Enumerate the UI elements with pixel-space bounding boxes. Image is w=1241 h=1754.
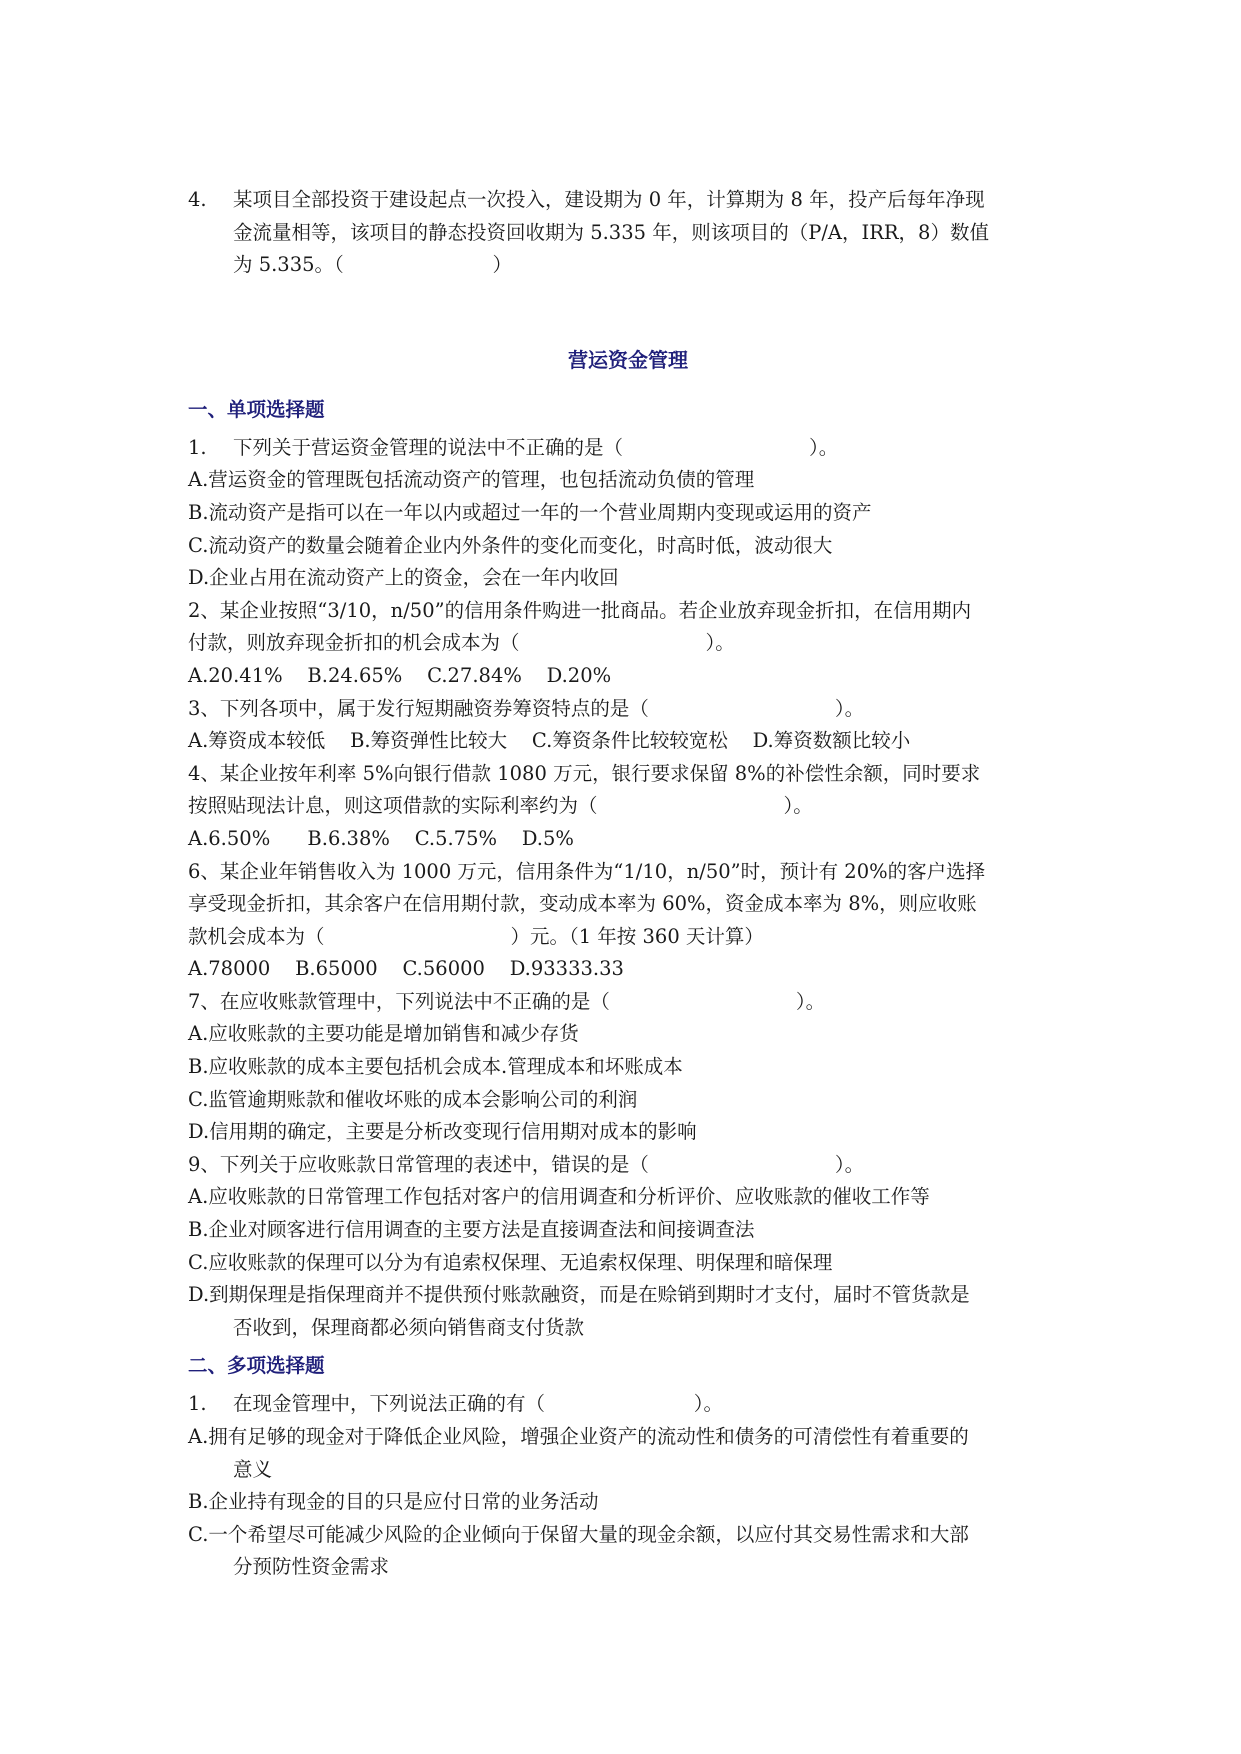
single-choice-heading: 一、单项选择题	[188, 397, 325, 421]
option-line: 否收到，保理商都必须向销售商支付货款	[233, 1315, 585, 1339]
question-line: 按照贴现法计息，则这项借款的实际利率约为（ ）。	[188, 794, 813, 818]
option-line: C.监管逾期账款和催收坏账的成本会影响公司的利润	[188, 1087, 638, 1111]
page-content	[188, 184, 1068, 1584]
question-line: 6、某企业年销售收入为 1000 万元，信用条件为“1/10，n/50”时，预计有 20%的客户选择	[188, 859, 986, 883]
question-text: 金流量相等，该项目的静态投资回收期为 5.335 年，则该项目的（P/A，IRR，8）数值	[233, 220, 989, 244]
question-line: 1. 在现金管理中，下列说法正确的有（ ）。	[188, 1388, 1068, 1421]
single-choice-list	[188, 432, 1068, 1345]
question-line: 9、下列关于应收账款日常管理的表述中，错误的是（ ）。	[188, 1152, 865, 1176]
option-line: B.企业对顾客进行信用调查的主要方法是直接调查法和间接调查法	[188, 1218, 755, 1242]
option-line: A.应收账款的主要功能是增加销售和减少存货	[188, 1022, 579, 1046]
option-line: B.企业持有现金的目的只是应付日常的业务活动	[188, 1490, 599, 1514]
option-line: C.流动资产的数量会随着企业内外条件的变化而变化，时高时低，波动很大	[188, 533, 833, 557]
multi-choice-heading: 二、多项选择题	[188, 1354, 325, 1378]
question-line: 3、下列各项中，属于发行短期融资券筹资特点的是（ ）。	[188, 696, 865, 720]
option-line: B.流动资产是指可以在一年以内或超过一年的一个营业周期内变现或运用的资产	[188, 500, 872, 524]
option-line: D.信用期的确定，主要是分析改变现行信用期对成本的影响	[188, 1120, 697, 1144]
option-line: A.筹资成本较低 B.筹资弹性比较大 C.筹资条件比较较宽松 D.筹资数额比较小	[188, 729, 911, 753]
option-line: A.78000 B.65000 C.56000 D.93333.33	[188, 957, 624, 981]
question-line: 1. 下列关于营运资金管理的说法中不正确的是（ ）。	[188, 432, 1068, 465]
question-line: 4、某企业按年利率 5%向银行借款 1080 万元，银行要求保留 8%的补偿性余额，同时要求	[188, 761, 981, 785]
question-number: 1.	[188, 435, 207, 459]
option-line: D.到期保理是指保理商并不提供预付账款融资，而是在赊销到期时才支付，届时不管货款是	[188, 1283, 970, 1307]
question-number: 1.	[188, 1392, 207, 1416]
section-title: 营运资金管理	[568, 347, 688, 372]
question-number: 4.	[188, 188, 207, 211]
option-line: C.一个希望尽可能减少风险的企业倾向于保留大量的现金余额，以应付其交易性需求和大部	[188, 1522, 969, 1546]
question-line: 付款，则放弃现金折扣的机会成本为（ ）。	[188, 631, 735, 655]
question-line: 7、在应收账款管理中，下列说法中不正确的是（ ）。	[188, 989, 826, 1013]
question-line: 2、某企业按照“3/10，n/50”的信用条件购进一批商品。若企业放弃现金折扣，在信用期内	[188, 598, 972, 622]
option-line: A.拥有足够的现金对于降低企业风险，增强企业资产的流动性和债务的可清偿性有着重要的	[188, 1425, 969, 1448]
question-text: 某项目全部投资于建设起点一次投入，建设期为 0 年，计算期为 8 年，投产后每年净现	[233, 188, 985, 211]
option-line: 意义	[233, 1457, 273, 1481]
multi-choice-list	[188, 1388, 1068, 1584]
option-line: A.应收账款的日常管理工作包括对客户的信用调查和分析评价、应收账款的催收工作等	[188, 1185, 930, 1209]
option-line: A.20.41% B.24.65% C.27.84% D.20%	[188, 663, 612, 687]
option-line: A.6.50% B.6.38% C.5.75% D.5%	[188, 826, 574, 850]
option-line: A.营运资金的管理既包括流动资产的管理，也包括流动负债的管理	[188, 468, 755, 492]
option-line: B.应收账款的成本主要包括机会成本.管理成本和坏账成本	[188, 1055, 683, 1079]
previous-question	[188, 184, 1068, 282]
question-line: 款机会成本为（ ）元。（1 年按 360 天计算）	[188, 924, 764, 948]
option-line: C.应收账款的保理可以分为有追索权保理、无追索权保理、明保理和暗保理	[188, 1250, 833, 1274]
question-text: 为 5.335。（ ）	[233, 253, 513, 277]
question-line: 享受现金折扣，其余客户在信用期付款，变动成本率为 60%，资金成本率为 8%，则应收账	[188, 892, 977, 916]
option-line: 分预防性资金需求	[233, 1555, 390, 1579]
option-line: D.企业占用在流动资产上的资金，会在一年内收回	[188, 566, 619, 590]
